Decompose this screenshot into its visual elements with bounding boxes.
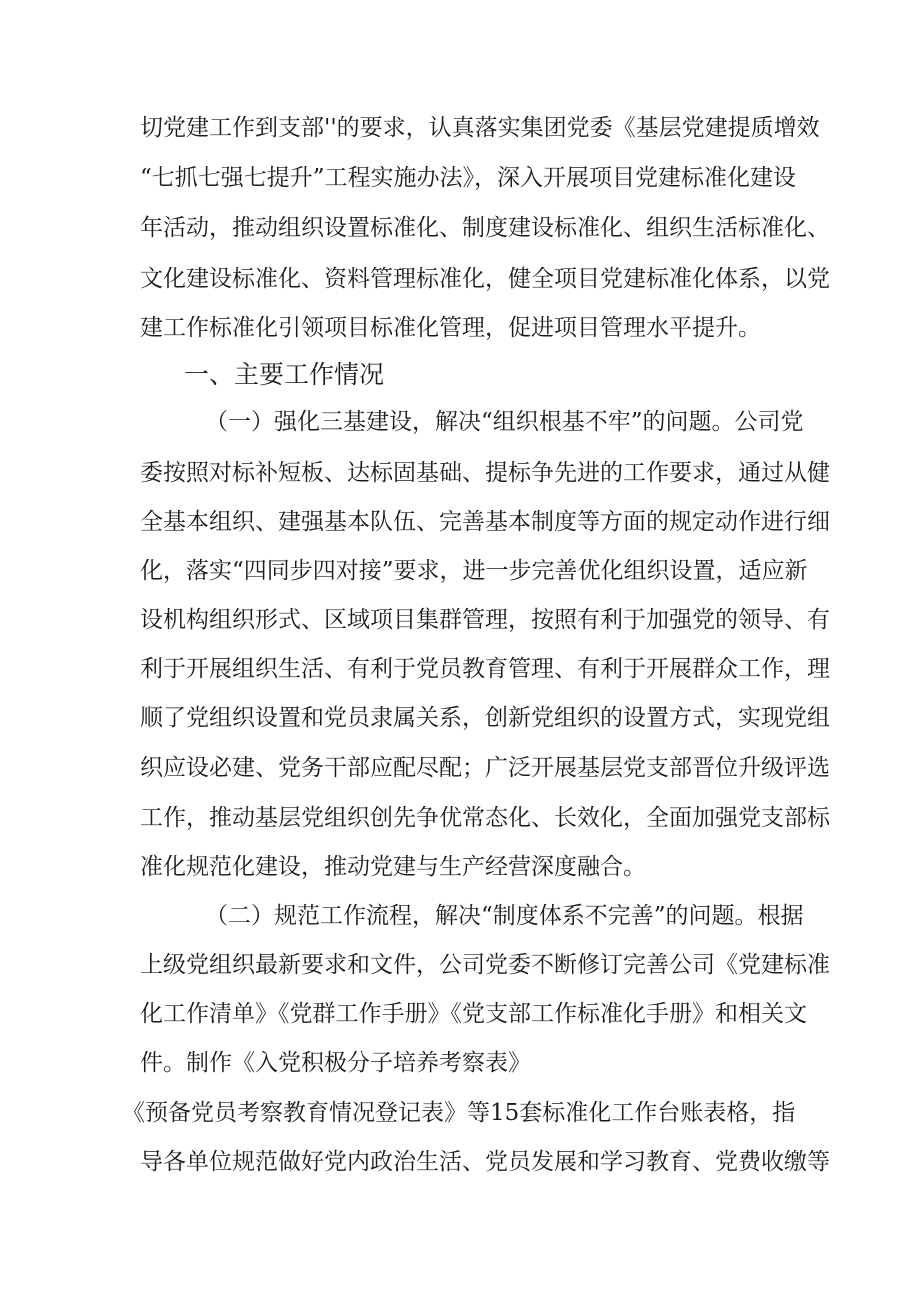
- paragraph-line: 切党建工作到支部''的要求，认真落实集团党委《基层党建提质增效: [140, 115, 820, 141]
- paragraph-line: 年活动，推动组织设置标准化、制度建设标准化、组织生活标准化、: [140, 215, 830, 241]
- paragraph-line: “七抓七强七提升”工程实施办法》，深入开展项目党建标准化建设: [140, 165, 797, 191]
- paragraph-line: 设机构组织形式、区域项目集群管理，按照有利于加强党的领导、有: [140, 607, 830, 633]
- paragraph-line: 化，落实“四同步四对接”要求，进一步完善优化组织设置，适应新: [140, 558, 808, 584]
- paragraph-line: 化工作清单》《党群工作手册》《党支部工作标准化手册》和相关文: [140, 1001, 807, 1027]
- paragraph-line: 导各单位规范做好党内政治生活、党员发展和学习教育、党费收缴等: [140, 1149, 830, 1175]
- paragraph-line: 准化规范化建设，推动党建与生产经营深度融合。: [140, 854, 646, 880]
- paragraph-line: 委按照对标补短板、达标固基础、提标争先进的工作要求，通过从健: [140, 460, 830, 486]
- paragraph-line: 文化建设标准化、资料管理标准化，健全项目党建标准化体系，以党: [140, 266, 830, 292]
- paragraph-line: 件。制作《入党积极分子培养考察表》: [140, 1050, 531, 1076]
- paragraph-line: 顺了党组织设置和党员隶属关系，创新党组织的设置方式，实现党组: [140, 705, 830, 731]
- paragraph-line: 全基本组织、建强基本队伍、完善基本制度等方面的规定动作进行细: [140, 509, 830, 535]
- paragraph-line: 利于开展组织生活、有利于党员教育管理、有利于开展群众工作，理: [140, 656, 830, 682]
- paragraph-line: 《预备党员考察教育情况登记表》等15套标准化工作台账表格，指: [122, 1100, 796, 1126]
- paragraph-line: （二）规范工作流程，解决“制度体系不完善”的问题。根据: [205, 903, 804, 929]
- paragraph-line: 工作，推动基层党组织创先争优常态化、长效化，全面加强党支部标: [140, 805, 830, 831]
- paragraph-line: 织应设必建、党务干部应配尽配；广泛开展基层党支部晋位升级评选: [140, 755, 830, 781]
- paragraph-line: 上级党组织最新要求和文件，公司党委不断修订完善公司《党建标准: [140, 952, 830, 978]
- section-heading: 一、主要工作情况: [184, 360, 385, 389]
- paragraph-line: （一）强化三基建设，解决“组织根基不牢”的问题。公司党: [205, 409, 804, 435]
- paragraph-line: 建工作标准化引领项目标准化管理，促进项目管理水平提升。: [140, 315, 761, 341]
